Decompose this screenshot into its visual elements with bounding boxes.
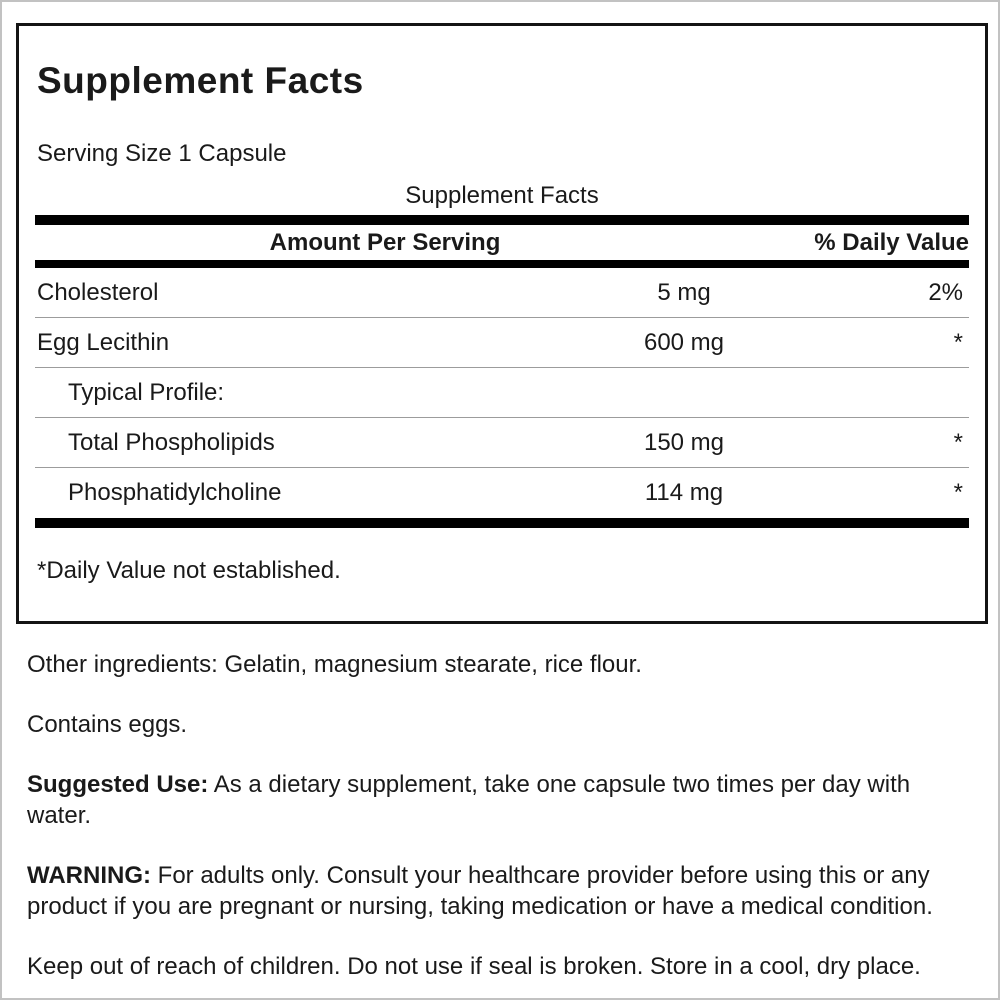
- ingredient-name: Cholesterol: [37, 278, 159, 306]
- divider-bar-bottom: [35, 518, 969, 528]
- table-row-total-phospholipids: [35, 418, 969, 468]
- ingredient-daily-value: *: [953, 428, 963, 456]
- table-row-egg-lecithin: [35, 318, 969, 368]
- warning-value: For adults only. Consult your healthcare provider before using this or any product if you are pregnant or nursing, taking medication or have a medical condition.: [27, 862, 933, 920]
- suggested-use-label: Suggested Use:: [27, 771, 209, 798]
- ingredient-daily-value: *: [953, 479, 963, 506]
- table-row-typical-profile: [35, 368, 969, 418]
- contains-value: Contains eggs.: [27, 711, 188, 738]
- table-row-cholesterol: [35, 268, 969, 318]
- storage-statement: [27, 951, 968, 982]
- label-details: [27, 649, 968, 982]
- contains-statement: [27, 709, 968, 740]
- ingredient-name: Egg Lecithin: [37, 328, 170, 356]
- suggested-use-value: As a dietary supplement, take one capsule two times per day with water.: [27, 771, 911, 829]
- ingredient-amount: 150 mg: [643, 428, 725, 456]
- storage-value: Keep out of reach of children. Do not use if seal is broken. Store in a cool, dry place.: [27, 953, 921, 980]
- ingredient-name: Typical Profile:: [68, 378, 225, 406]
- other-ingredients-value: Other ingredients: Gelatin, magnesium stearate, rice flour.: [27, 651, 642, 678]
- ingredient-name: Phosphatidylcholine: [68, 479, 282, 506]
- daily-value-footnote: *Daily Value not established.: [37, 557, 341, 584]
- other-ingredients-text: [27, 649, 968, 680]
- supplement-facts-panel: [16, 23, 988, 624]
- table-row-phosphatidylcholine: [35, 468, 969, 518]
- column-header-amount: Amount Per Serving: [269, 228, 501, 256]
- ingredient-daily-value: 2%: [928, 278, 963, 306]
- column-header-daily-value: % Daily Value: [814, 228, 969, 256]
- ingredient-amount: 114 mg: [644, 479, 724, 506]
- serving-size: Serving Size 1 Capsule: [37, 140, 287, 167]
- ingredient-daily-value: *: [953, 328, 963, 356]
- warning-label: WARNING:: [27, 862, 151, 889]
- table-header-row: [35, 225, 969, 260]
- divider-bar-top: [35, 215, 969, 225]
- divider-bar-header: [35, 260, 969, 268]
- ingredient-amount: 5 mg: [657, 278, 711, 306]
- warning-text: [27, 860, 968, 922]
- panel-title: Supplement Facts: [37, 60, 364, 101]
- table-caption: Supplement Facts: [405, 182, 599, 209]
- ingredient-name: Total Phospholipids: [68, 428, 275, 456]
- ingredient-amount: 600 mg: [643, 328, 725, 356]
- suggested-use-text: [27, 769, 968, 831]
